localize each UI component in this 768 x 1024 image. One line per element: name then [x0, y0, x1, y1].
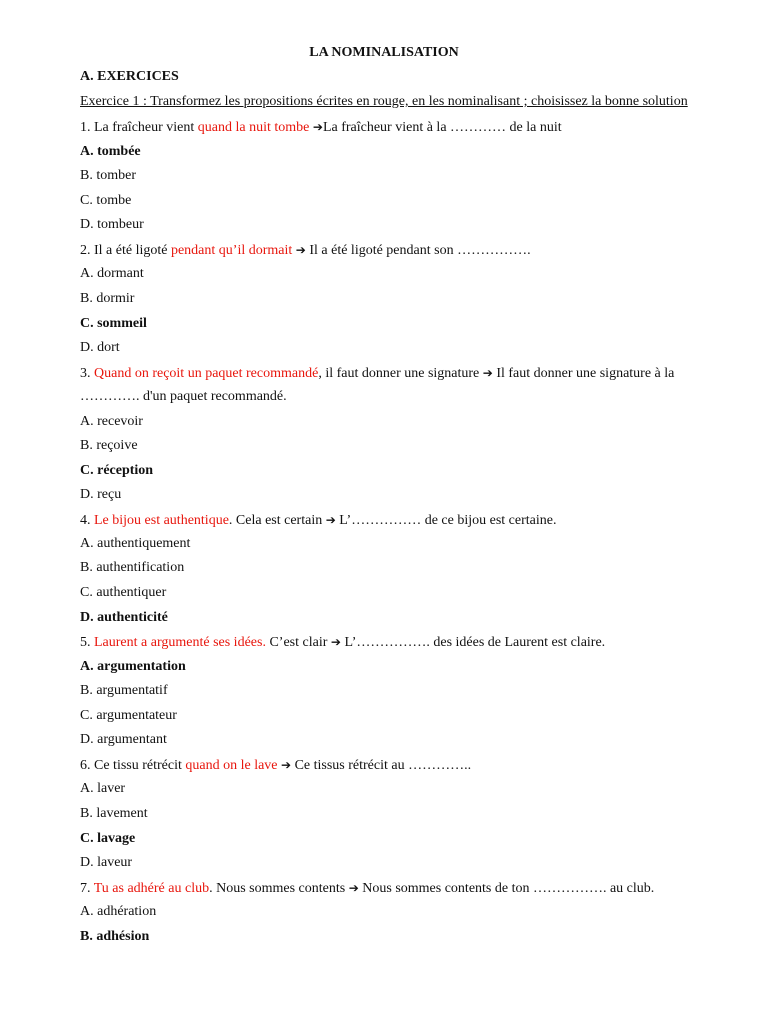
question-text-after: . Cela est certain [228, 513, 326, 528]
arrow-icon: ➔ [325, 513, 336, 527]
question-transformed: L’…………… de ce bijou est certaine. [335, 513, 557, 528]
option: C. tombe [80, 193, 132, 208]
question-text-after: C’est clair [265, 635, 331, 650]
question-5 [80, 633, 605, 652]
red-proposition: Tu as adhéré au club [93, 881, 210, 896]
option-correct: A. argumentation [80, 659, 186, 674]
option-correct: D. authenticité [80, 610, 168, 625]
question-4 [80, 511, 556, 530]
arrow-icon: ➔ [348, 881, 359, 895]
exercise-instruction: Exercice 1 : Transformez les propositions écrites en rouge, en les nominalisant ; choisissez la bonne solution [80, 94, 688, 109]
option: A. laver [80, 781, 126, 796]
arrow-icon: ➔ [312, 120, 323, 134]
option: A. authentiquement [80, 536, 191, 551]
question-text: 3. [80, 366, 94, 381]
question-3 [80, 364, 674, 383]
option-correct: B. adhésion [80, 929, 150, 944]
option: A. recevoir [80, 414, 143, 429]
red-proposition: Quand on reçoit un paquet recommandé [94, 366, 319, 381]
question-6 [80, 756, 471, 775]
question-3-continuation: …………. d'un paquet recommandé. [80, 389, 287, 404]
option: B. tomber [80, 168, 136, 183]
option: D. argumentant [80, 732, 167, 747]
option: D. dort [80, 340, 120, 355]
option: B. lavement [80, 806, 148, 821]
question-text: 7. [80, 881, 94, 896]
option: D. laveur [80, 855, 133, 870]
question-text-after: . Nous sommes contents [209, 881, 349, 896]
option-correct: C. lavage [80, 831, 136, 846]
question-transformed: Il a été ligoté pendant son ……………. [305, 243, 531, 258]
question-transformed: Nous sommes contents de ton ……………. au club. [358, 881, 655, 896]
question-transformed: L’……………. des idées de Laurent est claire. [340, 635, 606, 650]
question-text: 2. Il a été ligoté [80, 243, 171, 258]
page-title: LA NOMINALISATION [309, 45, 459, 60]
option: C. argumentateur [80, 708, 177, 723]
option: D. tombeur [80, 217, 144, 232]
question-transformed: La fraîcheur vient à la ………… de la nuit [322, 120, 562, 135]
option-correct: A. tombée [80, 144, 141, 159]
option: A. dormant [80, 266, 144, 281]
arrow-icon: ➔ [482, 366, 493, 380]
option: B. reçoive [80, 438, 138, 453]
question-text-after: , il faut donner une signature [318, 366, 483, 381]
question-text: 6. Ce tissu rétrécit [80, 758, 186, 773]
question-1 [80, 118, 562, 137]
question-transformed: Il faut donner une signature à la [492, 366, 675, 381]
question-text: 5. [80, 635, 94, 650]
red-proposition: quand la nuit tombe [197, 120, 310, 135]
red-proposition: Laurent a argumenté ses idées. [94, 635, 266, 650]
question-transformed: Ce tissus rétrécit au ………….. [291, 758, 472, 773]
option: B. authentification [80, 560, 185, 575]
arrow-icon: ➔ [330, 635, 341, 649]
option: A. adhération [80, 904, 157, 919]
option-correct: C. sommeil [80, 316, 147, 331]
question-2 [80, 241, 531, 260]
arrow-icon: ➔ [281, 758, 292, 772]
question-7 [80, 879, 654, 898]
question-text: 1. La fraîcheur vient [80, 120, 198, 135]
red-proposition: pendant qu’il dormait [170, 243, 293, 258]
option: B. argumentatif [80, 683, 168, 698]
option: B. dormir [80, 291, 135, 306]
question-text: 4. [80, 513, 94, 528]
option: D. reçu [80, 487, 122, 502]
section-heading: A. EXERCICES [80, 69, 179, 84]
red-proposition: quand on le lave [185, 758, 278, 773]
arrow-icon: ➔ [295, 243, 306, 257]
red-proposition: Le bijou est authentique [94, 513, 229, 528]
option-correct: C. réception [80, 463, 154, 478]
option: C. authentiquer [80, 585, 167, 600]
